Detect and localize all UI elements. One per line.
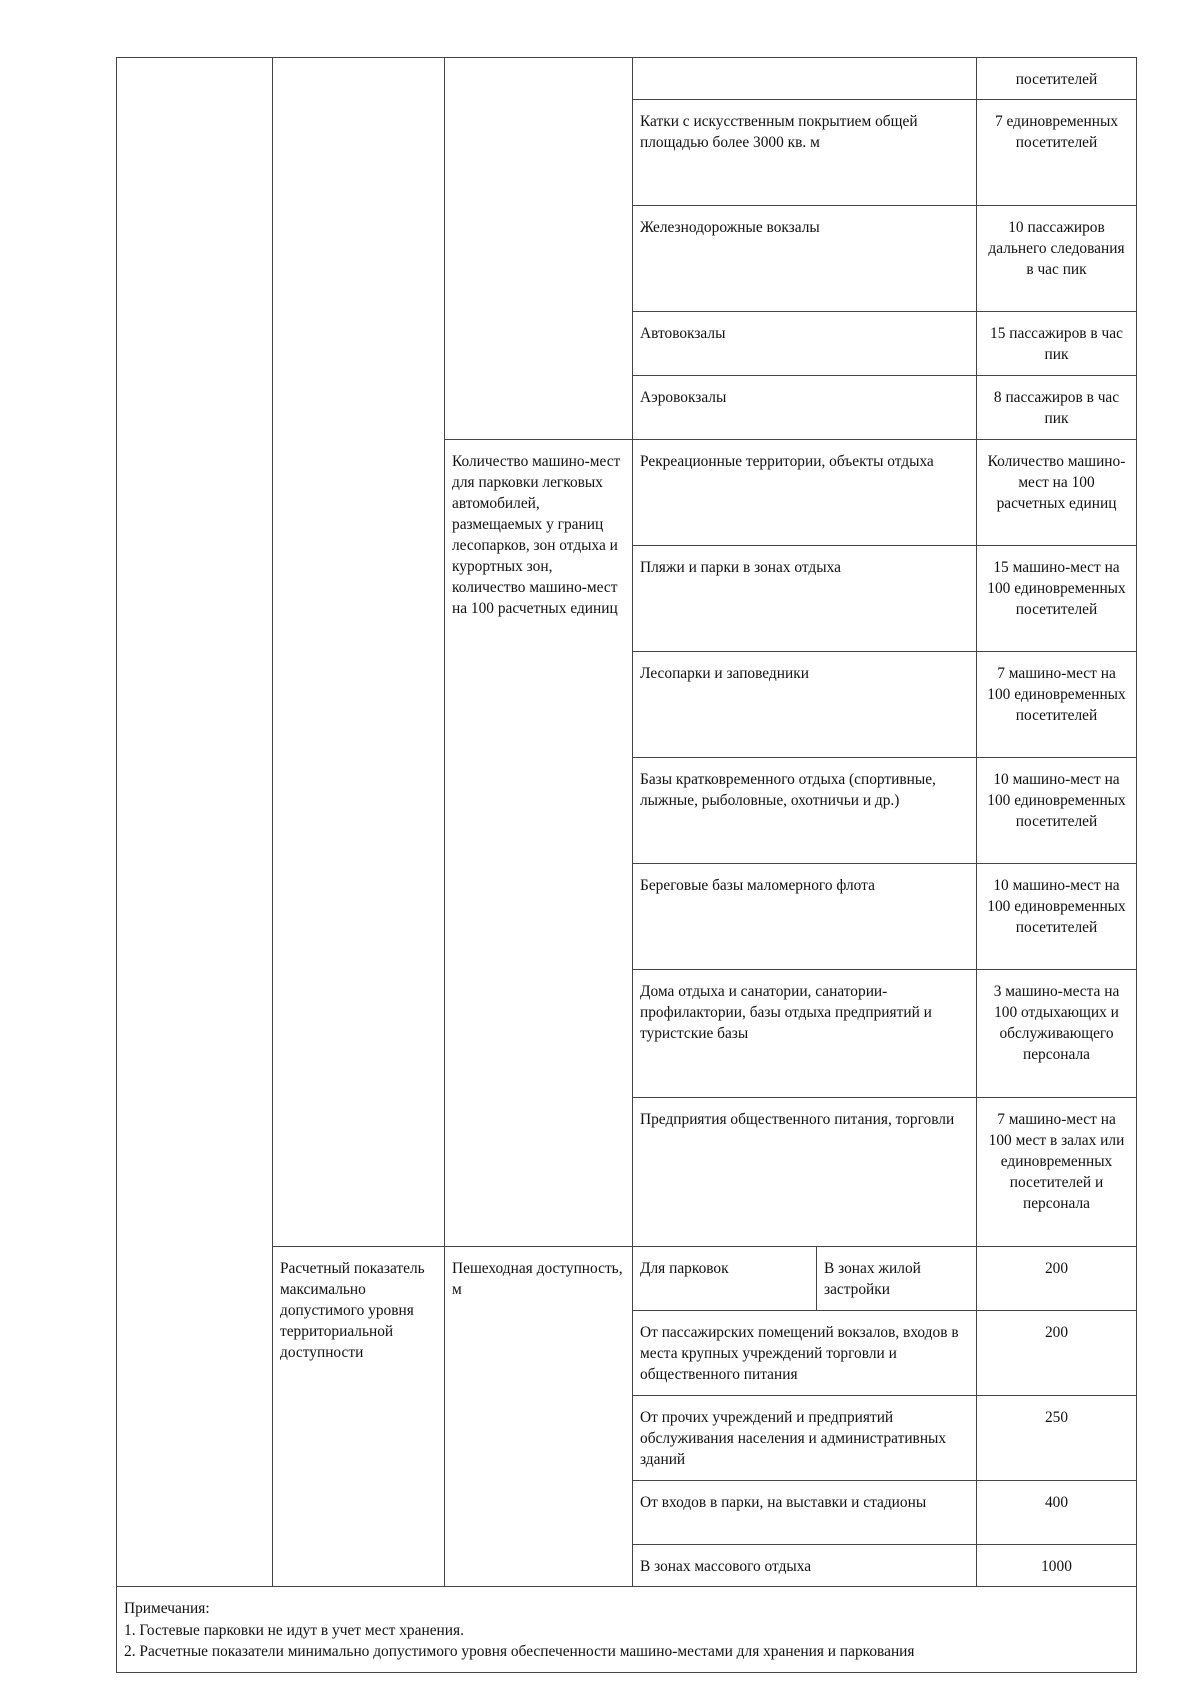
note-item: 1. Гостевые парковки не идут в учет мест хранения. — [124, 1621, 464, 1639]
table-row — [117, 58, 1137, 100]
indicator-cell: Расчетный показатель максимально допустимого уровня территориальной доступности — [273, 1247, 445, 1587]
object-cell: Рекреационные территории, объекты отдыха — [633, 440, 977, 546]
value-cell: 250 — [977, 1396, 1137, 1481]
value-cell: 7 машино-мест на 100 единовременных посетителей — [977, 652, 1137, 758]
notes-heading: Примечания: — [124, 1600, 210, 1617]
value-cell: 10 машино-мест на 100 единовременных посетителей — [977, 864, 1137, 970]
empty-column-cell — [117, 58, 273, 1587]
value-cell: 15 пассажиров в час пик — [977, 312, 1137, 376]
object-cell: Лесопарки и заповедники — [633, 652, 977, 758]
value-cell: Количество машино-мест на 100 расчетных единиц — [977, 440, 1137, 546]
object-cell: Аэровокзалы — [633, 376, 977, 440]
indicator-cell: Количество машино-мест для парковки легковых автомобилей, размещаемых у границ лесопарков, зон отдыха и курортных зон, количество машино-мест на 100 расчетных единиц — [445, 440, 633, 1247]
object-cell: Для парковок — [633, 1247, 817, 1311]
object-cell: В зонах массового отдыха — [633, 1545, 977, 1587]
value-cell: 3 машино-места на 100 отдыхающих и обслуживающего персонала — [977, 970, 1137, 1098]
value-cell: 8 пассажиров в час пик — [977, 376, 1137, 440]
value-cell: 7 единовременных посетителей — [977, 100, 1137, 206]
value-cell: 200 — [977, 1311, 1137, 1396]
object-cell — [633, 58, 977, 100]
empty-column-cell — [445, 58, 633, 440]
value-cell: 15 машино-мест на 100 единовременных посетителей — [977, 546, 1137, 652]
note-item: 2. Расчетные показатели минимально допустимого уровня обеспеченности машино-местами для хранения и паркования — [124, 1643, 915, 1660]
object-cell: От прочих учреждений и предприятий обслуживания населения и административных зданий — [633, 1396, 977, 1481]
object-cell: Автовокзалы — [633, 312, 977, 376]
value-cell: 400 — [977, 1481, 1137, 1545]
notes-row — [117, 1587, 1137, 1673]
norms-table — [116, 57, 1137, 1673]
object-cell: От входов в парки, на выставки и стадионы — [633, 1481, 977, 1545]
value-cell: 10 пассажиров дальнего следования в час пик — [977, 206, 1137, 312]
object-cell: Базы кратковременного отдыха (спортивные, лыжные, рыболовные, охотничьи и др.) — [633, 758, 977, 864]
object-cell: От пассажирских помещений вокзалов, входов в места крупных учреждений торговли и общественного питания — [633, 1311, 977, 1396]
value-cell: 1000 — [977, 1545, 1137, 1587]
object-cell: Железнодорожные вокзалы — [633, 206, 977, 312]
value-cell: 10 машино-мест на 100 единовременных посетителей — [977, 758, 1137, 864]
empty-column-cell — [273, 58, 445, 1247]
object-cell: Береговые базы маломерного флота — [633, 864, 977, 970]
value-cell: 7 машино-мест на 100 мест в залах или единовременных посетителей и персонала — [977, 1098, 1137, 1247]
object-cell: Предприятия общественного питания, торговли — [633, 1098, 977, 1247]
value-cell: посетителей — [977, 58, 1137, 100]
subzone-cell: В зонах жилой застройки — [817, 1247, 977, 1311]
measure-cell: Пешеходная доступность, м — [445, 1247, 633, 1587]
notes-cell — [117, 1587, 1137, 1673]
value-cell: 200 — [977, 1247, 1137, 1311]
object-cell: Пляжи и парки в зонах отдыха — [633, 546, 977, 652]
object-cell: Дома отдыха и санатории, санатории-профилактории, базы отдыха предприятий и туристские базы — [633, 970, 977, 1098]
object-cell: Катки с искусственным покрытием общей площадью более 3000 кв. м — [633, 100, 977, 206]
